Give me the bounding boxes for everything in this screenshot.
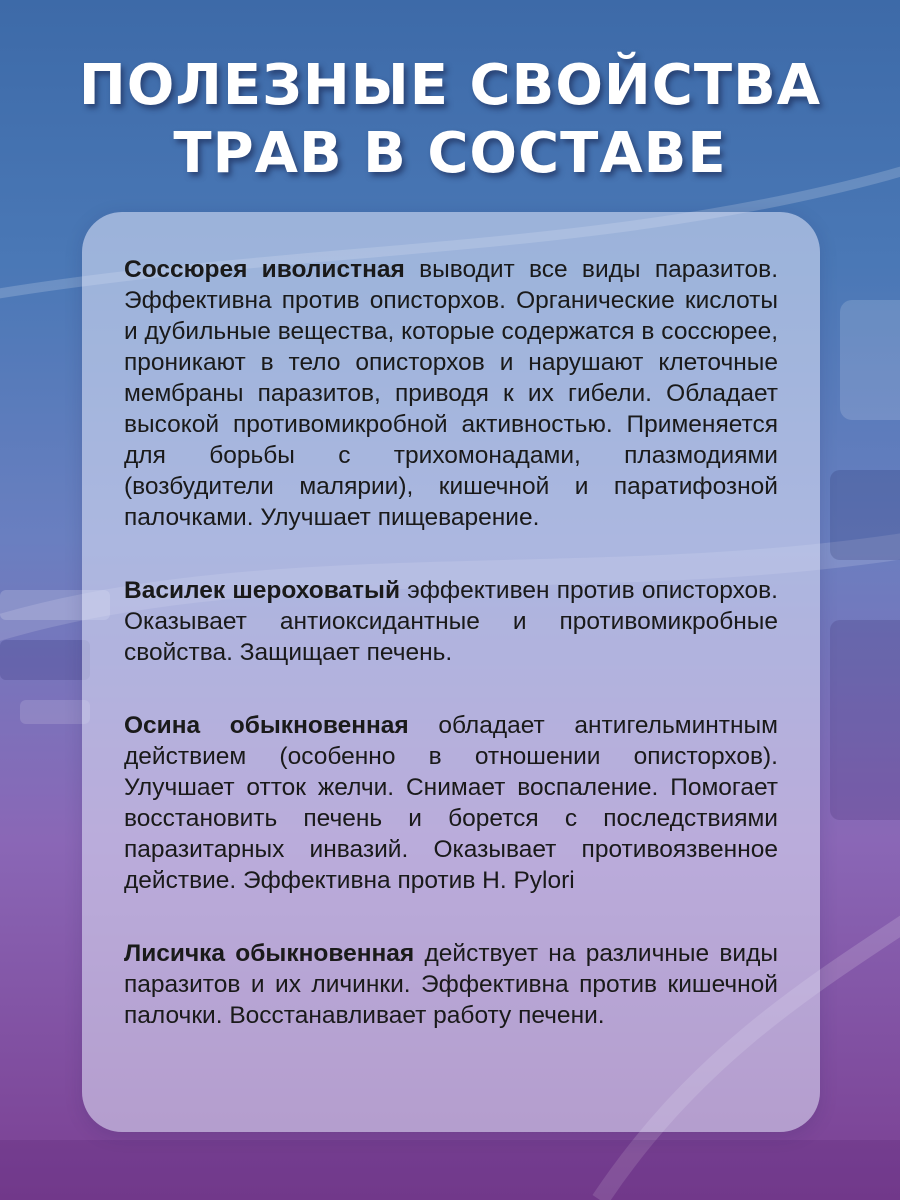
herb-description: действует на различные виды паразитов и их личинки. Эффективна против кишечной палочки. Восстанавливает работу печени. (124, 940, 778, 1029)
herb-paragraph-saussurea (124, 254, 778, 533)
herb-name: Лисичка обыкновенная (124, 940, 415, 967)
title-line-1: ПОЛЕЗНЫЕ СВОЙСТВА (78, 53, 822, 118)
herb-description: эффективен против описторхов. Оказывает антиоксидантные и противомикробные свойства. Защищает печень. (124, 577, 778, 666)
page-title (0, 52, 900, 188)
herb-name: Осина обыкновенная (124, 712, 409, 739)
herb-description: обладает антигельминтным действием (особенно в отношении описторхов). Улучшает отток желчи. Снимает воспаление. Помогает восстановить печень и борется с последствиями паразитарных инвазий. Оказывает противоязвенное действие. Эффективна против H. Pylori (124, 712, 778, 894)
herb-description: выводит все виды паразитов. Эффективна против описторхов. Органические кислоты и дубильные вещества, которые содержатся в соссюрее, проникают в тело описторхов и нарушают клеточные мембраны паразитов, приводя к их гибели. Обладает высокой противомикробной активностью. Применяется для борьбы с трихомонадами, плазмодиями (возбудители малярии), кишечной и паратифозной палочками. Улучшает пищеварение. (124, 256, 778, 531)
title-line-2: ТРАВ В СОСТАВЕ (173, 121, 727, 186)
herbs-list (124, 254, 778, 1073)
herb-name: Василек шероховатый (124, 577, 401, 604)
herb-paragraph-aspen (124, 710, 778, 896)
herb-paragraph-cornflower (124, 575, 778, 668)
herb-name: Соссюрея иволистная (124, 256, 405, 283)
herb-paragraph-chanterelle (124, 938, 778, 1031)
